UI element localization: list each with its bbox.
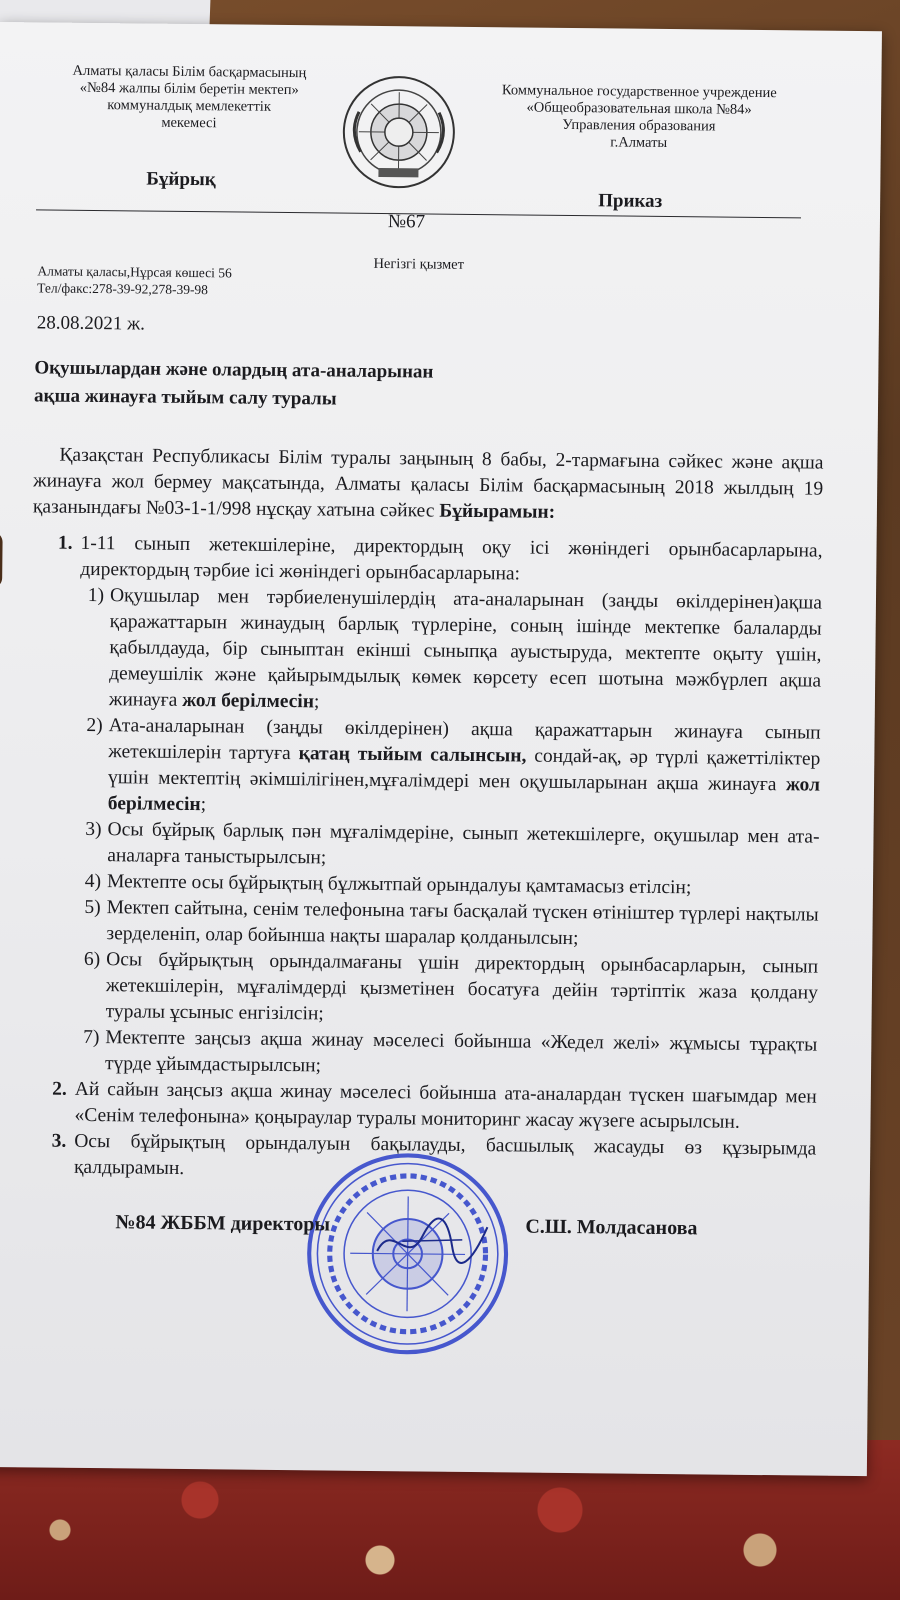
school-address	[37, 262, 232, 298]
header-left-line: мекемесі	[161, 114, 217, 132]
sub-item	[27, 1024, 818, 1084]
item-number: 3.	[51, 1130, 67, 1152]
header-left-org	[54, 63, 325, 134]
order-item-1	[32, 530, 823, 590]
sub-item	[31, 582, 822, 720]
sub-number: 4)	[84, 870, 102, 893]
title-line: ақша жинауға тыйым салу туралы	[33, 385, 337, 410]
header-left-line: «№84 жалпы білім беретін мектеп»	[79, 79, 299, 99]
sub-text: Осы бұйрықтың орындалмағаны үшін директордың орынбасарларын, сынып жетекшілерін, мұғалімдерді қызметінен босатуға дейін тәртіптік жаза қолдану туралы ұсыныс енгізілсін;	[105, 949, 819, 1025]
sub-text-body: Оқушылар мен тәрбиеленушілердің ата-аналарынан (заңды өкілдерінен)ақша қаражаттарын жинаудың барлық түрлеріне, соның ішінде мектепке балаларды қабылдауда, бір сыныптан екінші сыныпқа ауыстыруда, мектепте оқыту үшін, демеушілік және қайырымдылық көмек көрсету есеп шотына мәжбүрлеп ақша жинауға	[108, 585, 823, 711]
order-item-2	[26, 1076, 817, 1136]
intro-paragraph	[33, 442, 824, 528]
item-number: 1.	[57, 532, 73, 554]
sub-text-body: Ата-аналарынан (заңды өкілдерінен) ақша қаражаттарын жинауға сынып жетекшілерін тартуға	[108, 715, 821, 765]
item-text: 1-11 сынып жетекшілеріне, директордың оқу ісі жөніндегі орынбасарларына, директордың тәрбие ісі жөніндегі орынбасарларына:	[80, 532, 823, 585]
activity-type: Негізгі қызмет	[373, 255, 465, 273]
header-right-org	[489, 82, 790, 153]
sub-text-tail: сондай-ақ, әр түрлі қажеттіліктер үшін мектептің әкімшілігінен,мұғалімдері мен оқушыларынан ақша жинауға	[107, 745, 821, 796]
document-page	[0, 22, 882, 1476]
sub-text-bold: жол берілмесін	[182, 689, 315, 713]
punch-hole	[0, 532, 3, 588]
sub-text-bold: қатаң тыйым салынсын,	[298, 743, 527, 767]
sub-number: 3)	[85, 818, 102, 841]
address-line: Алматы қаласы,Нұрсая көшесі 56	[37, 263, 232, 281]
signer-name: С.Ш. Молдасанова	[525, 1215, 698, 1240]
sub-number: 7)	[83, 1026, 100, 1049]
sub-text: Мектепте заңсыз ақша жинау мәселесі бойынша «Жедел желі» жұмысы тұрақты түрде ұйымдастырылсын;	[104, 1027, 818, 1077]
sub-text: Мектепте осы бұйрықтың бұлжытпай орындалуы қамтамасыз етілсін;	[106, 871, 692, 899]
sub-item	[29, 816, 820, 876]
order-label-kz: Бұйрық	[146, 168, 216, 191]
signature-icon	[372, 1211, 493, 1272]
sub-text-tail: ;	[200, 794, 207, 816]
title-line: Оқушылардан және олардың ата-аналарынан	[34, 357, 434, 383]
sub-text: Мектеп сайтына, сенім телефонына тағы басқалай түскен өтініштер түрлері нақтылы зерделеніп, олар бойынша нақты шаралар қолданылсын;	[106, 897, 819, 950]
sub-number: 2)	[86, 714, 103, 737]
sub-text	[108, 713, 821, 824]
order-label-ru: Приказ	[598, 190, 663, 212]
sub-number: 1)	[87, 584, 105, 607]
header-left-line: Алматы қаласы Білім басқармасының	[72, 62, 307, 82]
sub-item	[30, 712, 821, 824]
sub-text: Осы бұйрық барлық пән мұғалімдеріне, сынып жетекшілерге, оқушылар мен ата-аналарға таныстырылсын;	[107, 819, 820, 869]
header-right-line: Коммунальное государственное учреждение	[501, 82, 777, 102]
signer-title: №84 ЖББМ директоры	[115, 1211, 331, 1236]
phone-line: Тел/факс:278-39-92,278-39-98	[37, 280, 209, 298]
document-title	[34, 354, 434, 414]
header-right-line: г.Алматы	[610, 134, 668, 151]
sub-text-tail: ;	[313, 691, 320, 713]
sub-number: 6)	[83, 948, 101, 971]
state-emblem-icon	[338, 72, 459, 193]
sub-item	[28, 894, 819, 954]
sub-text-bold: жол берілмесін	[107, 774, 821, 816]
document-body	[26, 442, 824, 1188]
header-right-line: Управления образования	[562, 116, 716, 135]
sub-item	[28, 946, 819, 1032]
intro-command: Бұйырамын:	[439, 500, 556, 523]
sub-text	[109, 583, 822, 720]
header-right-line: «Общеобразовательная школа №84»	[526, 99, 752, 118]
sub-number: 5)	[84, 896, 101, 919]
item-number: 2.	[52, 1078, 67, 1100]
item-text: Ай сайын заңсыз ақша жинау мәселесі бойынша ата-аналардан түскен шағымдар мен «Сенім телефонына» қоңыраулар туралы мониторинг жасау жүзеге асырылсын.	[74, 1078, 817, 1133]
document-date: 28.08.2021 ж.	[36, 312, 146, 335]
item-text: Осы бұйрықтың орындалуын бақылауды, басшылық жасауды өз құзырымда қалдырамын.	[73, 1130, 817, 1179]
order-number: №67	[387, 211, 426, 233]
header-left-line: коммуналдық мемлекеттік	[107, 97, 271, 115]
intro-text: Қазақстан Республикасы Білім туралы заңының 8 бабы, 2-тармағына сәйкес және ақша жинауға жол бермеу мақсатында, Алматы қаласы Білім басқармасының 2018 жылдың 19 қазанындағы №03-1-1/998 нұсқау хатына сәйкес	[32, 444, 824, 522]
